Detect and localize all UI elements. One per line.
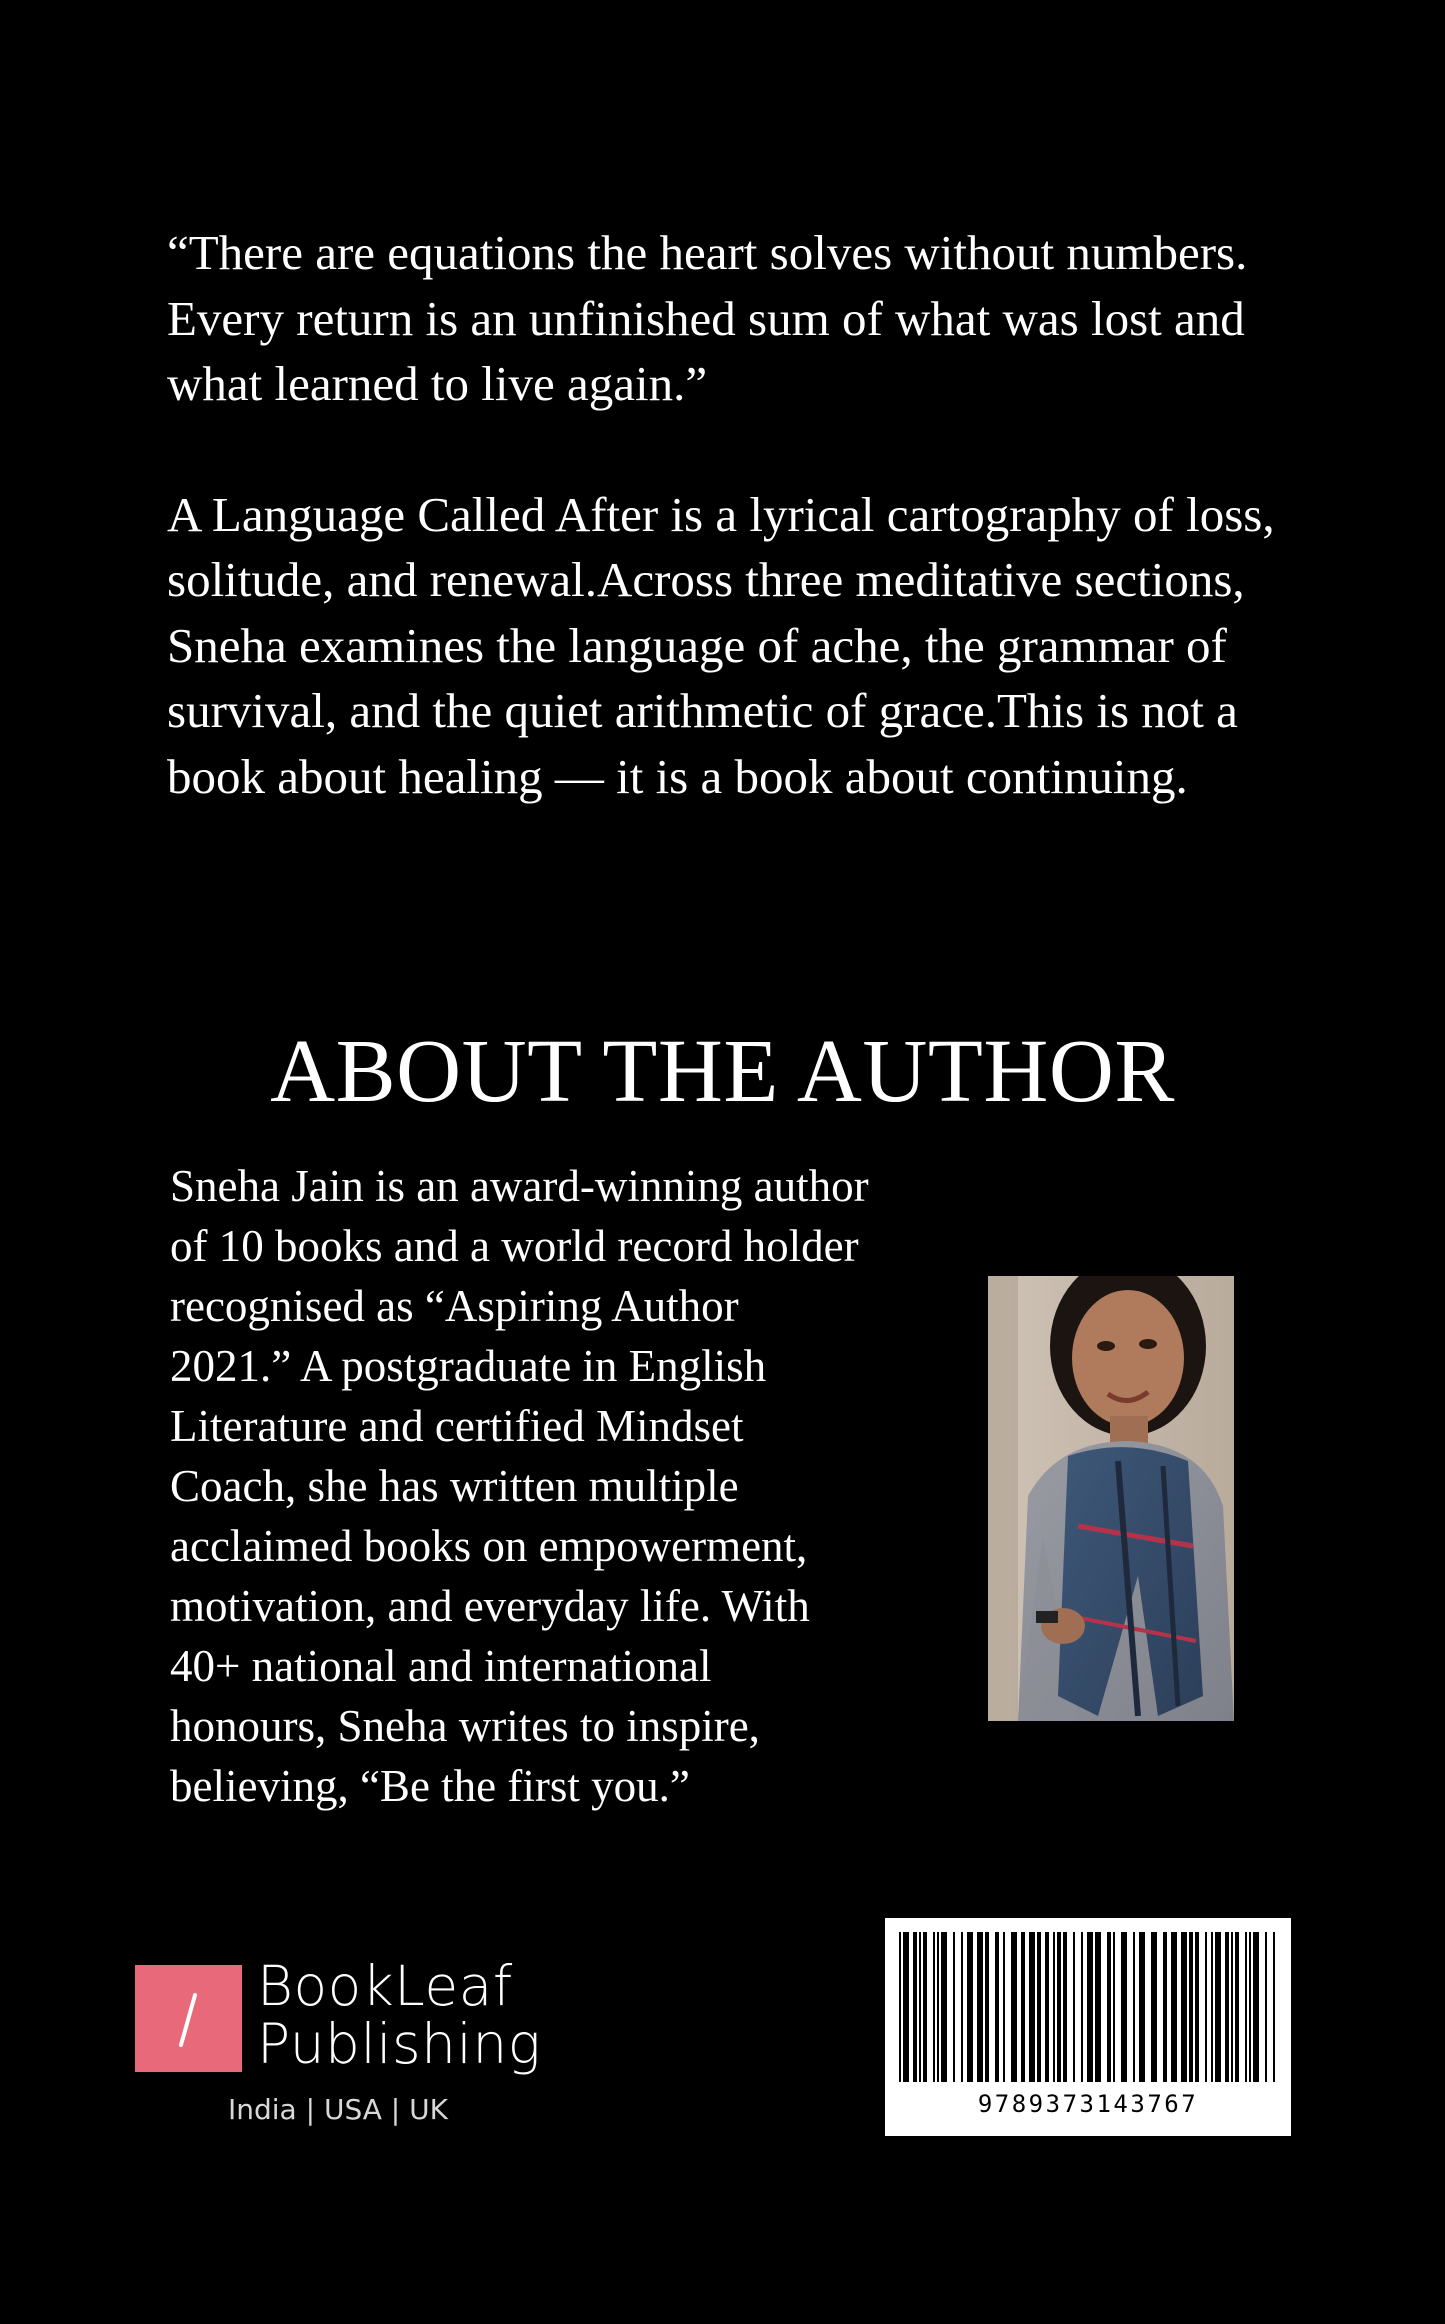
- barcode-bar: [1195, 1932, 1199, 2082]
- barcode-bar: [961, 1932, 963, 2082]
- barcode-bar: [1121, 1932, 1127, 2082]
- barcode-bar: [1113, 1932, 1115, 2082]
- publisher-name-line1: BookLeaf: [257, 1954, 513, 2018]
- barcode-bar: [1037, 1932, 1041, 2082]
- isbn-barcode: [885, 1918, 1291, 2136]
- publisher-regions: India | USA | UK: [228, 2093, 448, 2126]
- barcode-bar: [1265, 1932, 1267, 2082]
- publisher-logo: [135, 1954, 542, 2126]
- barcode-bar: [1245, 1932, 1247, 2082]
- barcode-bar: [899, 1932, 901, 2082]
- barcode-bar: [1235, 1932, 1239, 2082]
- blurb-quote: “There are equations the heart solves without numbers. Every return is an unfinished sum of what was lost and what learned to live again.”: [167, 225, 1248, 411]
- barcode-bar: [913, 1932, 917, 2082]
- barcode-bar: [1139, 1932, 1145, 2082]
- barcode-bar: [1253, 1932, 1259, 2082]
- barcode-bar: [1045, 1932, 1049, 2082]
- barcode-bar: [1273, 1932, 1275, 2082]
- barcode-bar: [995, 1932, 999, 2082]
- barcode-bar: [1181, 1932, 1187, 2082]
- barcode-bar: [1133, 1932, 1135, 2082]
- barcode-bar: [941, 1932, 947, 2082]
- barcode-bar: [1029, 1932, 1035, 2082]
- author-bio: Sneha Jain is an award-winning author of 10 books and a world record holder recognised as “Aspiring Author 2021.” A postgraduate in English Literature and certified Mindset Coach, she has written multiple acclaimed books on empowerment, motivation, and everyday life. With 40+ national and international honours, Sneha writes to inspire, believing, “Be the first you.”: [170, 1161, 869, 1811]
- barcode-bar: [923, 1932, 927, 2082]
- barcode-bar: [1003, 1932, 1005, 2082]
- barcode-bar: [1151, 1932, 1157, 2082]
- barcode-bar: [903, 1932, 909, 2082]
- barcode-bar: [919, 1932, 921, 2082]
- barcode-bar: [1063, 1932, 1067, 2082]
- barcode-bar: [1205, 1932, 1207, 2082]
- publisher-name: [257, 1954, 542, 2076]
- barcode-bar: [1249, 1932, 1251, 2082]
- barcode-bar: [1211, 1932, 1213, 2082]
- barcode-bar: [967, 1932, 973, 2082]
- barcode-bar: [1171, 1932, 1177, 2082]
- barcode-bar: [1225, 1932, 1229, 2082]
- barcode-bar: [1021, 1932, 1025, 2082]
- barcode-bar: [1057, 1932, 1061, 2082]
- slash-icon: [135, 1965, 242, 2072]
- barcode-bar: [953, 1932, 955, 2082]
- author-photo: [988, 1276, 1234, 1721]
- barcode-bar: [933, 1932, 935, 2082]
- barcode-bar: [1163, 1932, 1167, 2082]
- blurb-description: A Language Called After is a lyrical cartography of loss, solitude, and renewal.Across three meditative sections, Sneha examines the language of ache, the grammar of survival, and the quiet arithmetic of grace.This is not a book about healing — it is a book about continuing.: [167, 486, 1275, 804]
- about-author-heading: ABOUT THE AUTHOR: [270, 1022, 1175, 1121]
- barcode-bar: [937, 1932, 939, 2082]
- publisher-name-line2: Publishing: [257, 2012, 542, 2076]
- barcode-bar: [1053, 1932, 1055, 2082]
- barcode-bar: [1189, 1932, 1193, 2082]
- barcode-bar: [1073, 1932, 1075, 2082]
- barcode-bar: [1081, 1932, 1083, 2082]
- barcode-bar: [985, 1932, 989, 2082]
- barcode-bar: [1215, 1932, 1221, 2082]
- logo-mark: [135, 1965, 242, 2072]
- author-portrait-icon: [988, 1276, 1234, 1721]
- blurb: [167, 220, 1327, 809]
- barcode-bar: [1087, 1932, 1093, 2082]
- isbn-number: 9789373143767: [977, 2090, 1199, 2118]
- barcode-bar: [1107, 1932, 1111, 2082]
- barcode-bar: [1011, 1932, 1017, 2082]
- barcode-bar: [1095, 1932, 1101, 2082]
- barcode-bar: [1231, 1932, 1233, 2082]
- barcode-bar: [977, 1932, 983, 2082]
